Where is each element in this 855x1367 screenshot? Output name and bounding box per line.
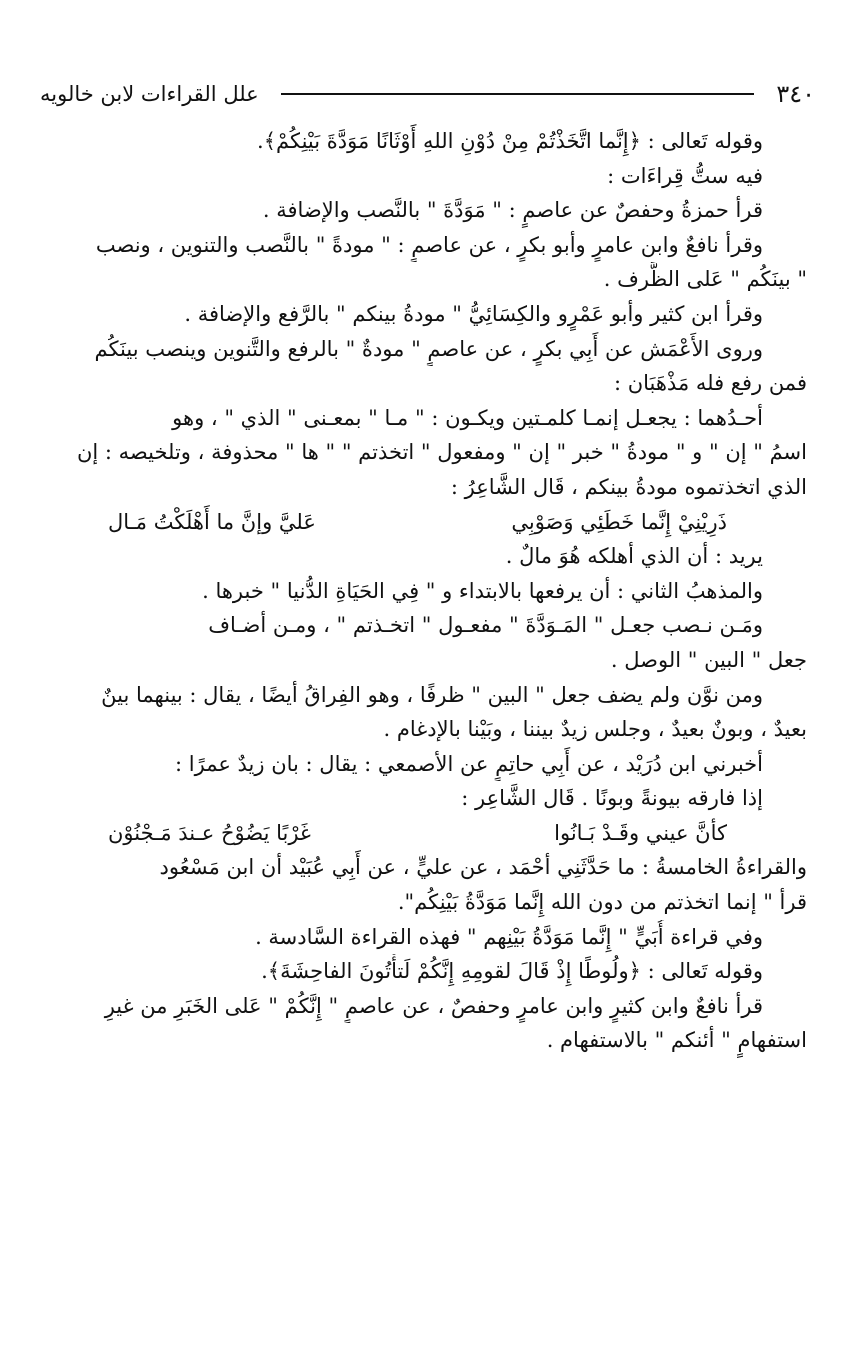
running-title: علل القراءات لابن خالويه xyxy=(40,82,259,106)
text-line: وقوله تَعالى : ﴿ولُوطًا إِذْ قَالَ لقومِهِ إِنَّكُمْ لَتأْتُونَ الفاحِشَةَ﴾. xyxy=(261,959,763,984)
header-rule xyxy=(281,93,755,95)
text-line: وفي قراءة أُبَيٍّ " إِنَّما مَوَدَّةُ بَيْنِهم " فهذه القراءة السَّادسة . xyxy=(255,924,763,949)
text-line: اسمُ " إن " و " مودةُ " خبر " إن " ومفعول " اتخذتم " " ها " محذوفة ، وتلخيصه : إن xyxy=(76,440,807,465)
text-line: " بينَكُم " عَلى الظَّرف . xyxy=(603,267,807,292)
text-line: قرأ حمزةُ وحفصٌ عن عاصمٍ : " مَوَدَّةَ " بالنَّصب والإضافة . xyxy=(262,198,763,223)
poetry-verse xyxy=(48,505,807,540)
text-line: والقراءةُ الخامسةُ : ما حَدَّثَنِي أحْمَد ، عن عليٍّ ، عن أَبِي عُبَيْد أن ابن مَسْعُود xyxy=(159,855,807,880)
text-line: قرأ " إنما اتخذتم من دون الله إِنَّما مَوَدَّةُ بَيْنِكُم". xyxy=(397,890,807,915)
text-line: فمن رفع فله مَذْهَبَان : xyxy=(613,371,807,396)
text-line: أخبرني ابن دُرَيْد ، عن أَبِي حاتِمٍ عن الأصمعي : يقال : بان زيدٌ عمرًا : xyxy=(175,751,763,776)
text-line: ومن نوَّن ولم يضف جعل " البين " ظرفًا ، وهو الفِراقُ أيضًا ، يقال : بينهما بينٌ xyxy=(101,682,763,707)
text-line: بعيدٌ ، وبونٌ بعيدٌ ، وجلس زيدٌ بيننا ، وبَيْنا بالإدغام . xyxy=(383,717,807,742)
text-line: وقرأ ابن كثير وأبو عَمْرٍو والكِسَائِيُّ " مودةُ بينكم " بالرَّفع والإضافة . xyxy=(184,301,763,326)
text-line: جعل " البين " الوصل . xyxy=(610,647,807,672)
text-line: أحـدُهما : يجعـل إنمـا كلمـتين ويكـون : " مـا " بمعـنى " الذي " ، وهو xyxy=(172,405,763,430)
text-line: ومَـن نـصب جعـل " المَـوَدَّةَ " مفعـول " اتخـذتم " ، ومـن أضـاف xyxy=(208,613,763,638)
text-line: فيه ستُّ قِراءَات : xyxy=(607,163,763,188)
verse-first-hemistich: ذَرِيْنِيْ إِنَّما خَطَئِي وَصَوْبِي xyxy=(511,509,727,534)
text-line: إذا فارقه بيونةً وبونًا . قَال الشَّاعِر : xyxy=(461,786,763,811)
text-line: يريد : أن الذي أهلكه هُوَ مالٌ . xyxy=(505,544,763,569)
verse-first-hemistich: كأنَّ عيني وقَـدْ بَـانُوا xyxy=(554,820,727,845)
page-body xyxy=(48,124,807,1058)
text-line: وروى الأَعْمَش عن أَبِي بكرٍ ، عن عاصمٍ " مودةٌ " بالرفع والتَّنوين وينصب بينَكُم xyxy=(94,336,763,361)
text-line: وقرأ نافعٌ وابن عامرٍ وأبو بكرٍ ، عن عاصمٍ : " مودةً " بالنَّصب والتنوين ، ونصب xyxy=(95,232,763,257)
text-line: الذي اتخذتموه مودةُ بينكم ، قَال الشَّاعِرُ : xyxy=(450,474,807,499)
text-line: وقوله تَعالى : ﴿إِنَّما اتَّخَذْتُمْ مِنْ دُوْنِ اللهِ أَوْثَانًا مَوَدَّةَ بَيْنِكُمْ﴾. xyxy=(257,129,763,153)
verse-second-hemistich: عَليَّ وإنَّ ما أَهْلَكْتُ مَـال xyxy=(108,509,316,534)
poetry-verse xyxy=(48,816,807,851)
text-line: والمذهبُ الثاني : أن يرفعها بالابتداء و " فِي الحَيَاةِ الدُّنيا " خبرها . xyxy=(202,578,763,603)
text-line: قرأ نافعٌ وابن كثيرٍ وابن عامرٍ وحفصٌ ، عن عاصمٍ " إِنَّكُمْ " عَلى الخَبَرِ من غيرِ xyxy=(104,993,763,1018)
verse-second-hemistich: غَرْبًا يَضُوْحُ عـندَ مَـجْنُوْن xyxy=(108,820,311,845)
page-header xyxy=(40,72,815,116)
text-line: استفهامٍ " أئنكم " بالاستفهام . xyxy=(546,1028,807,1053)
page-number: ٣٤٠ xyxy=(776,80,815,108)
